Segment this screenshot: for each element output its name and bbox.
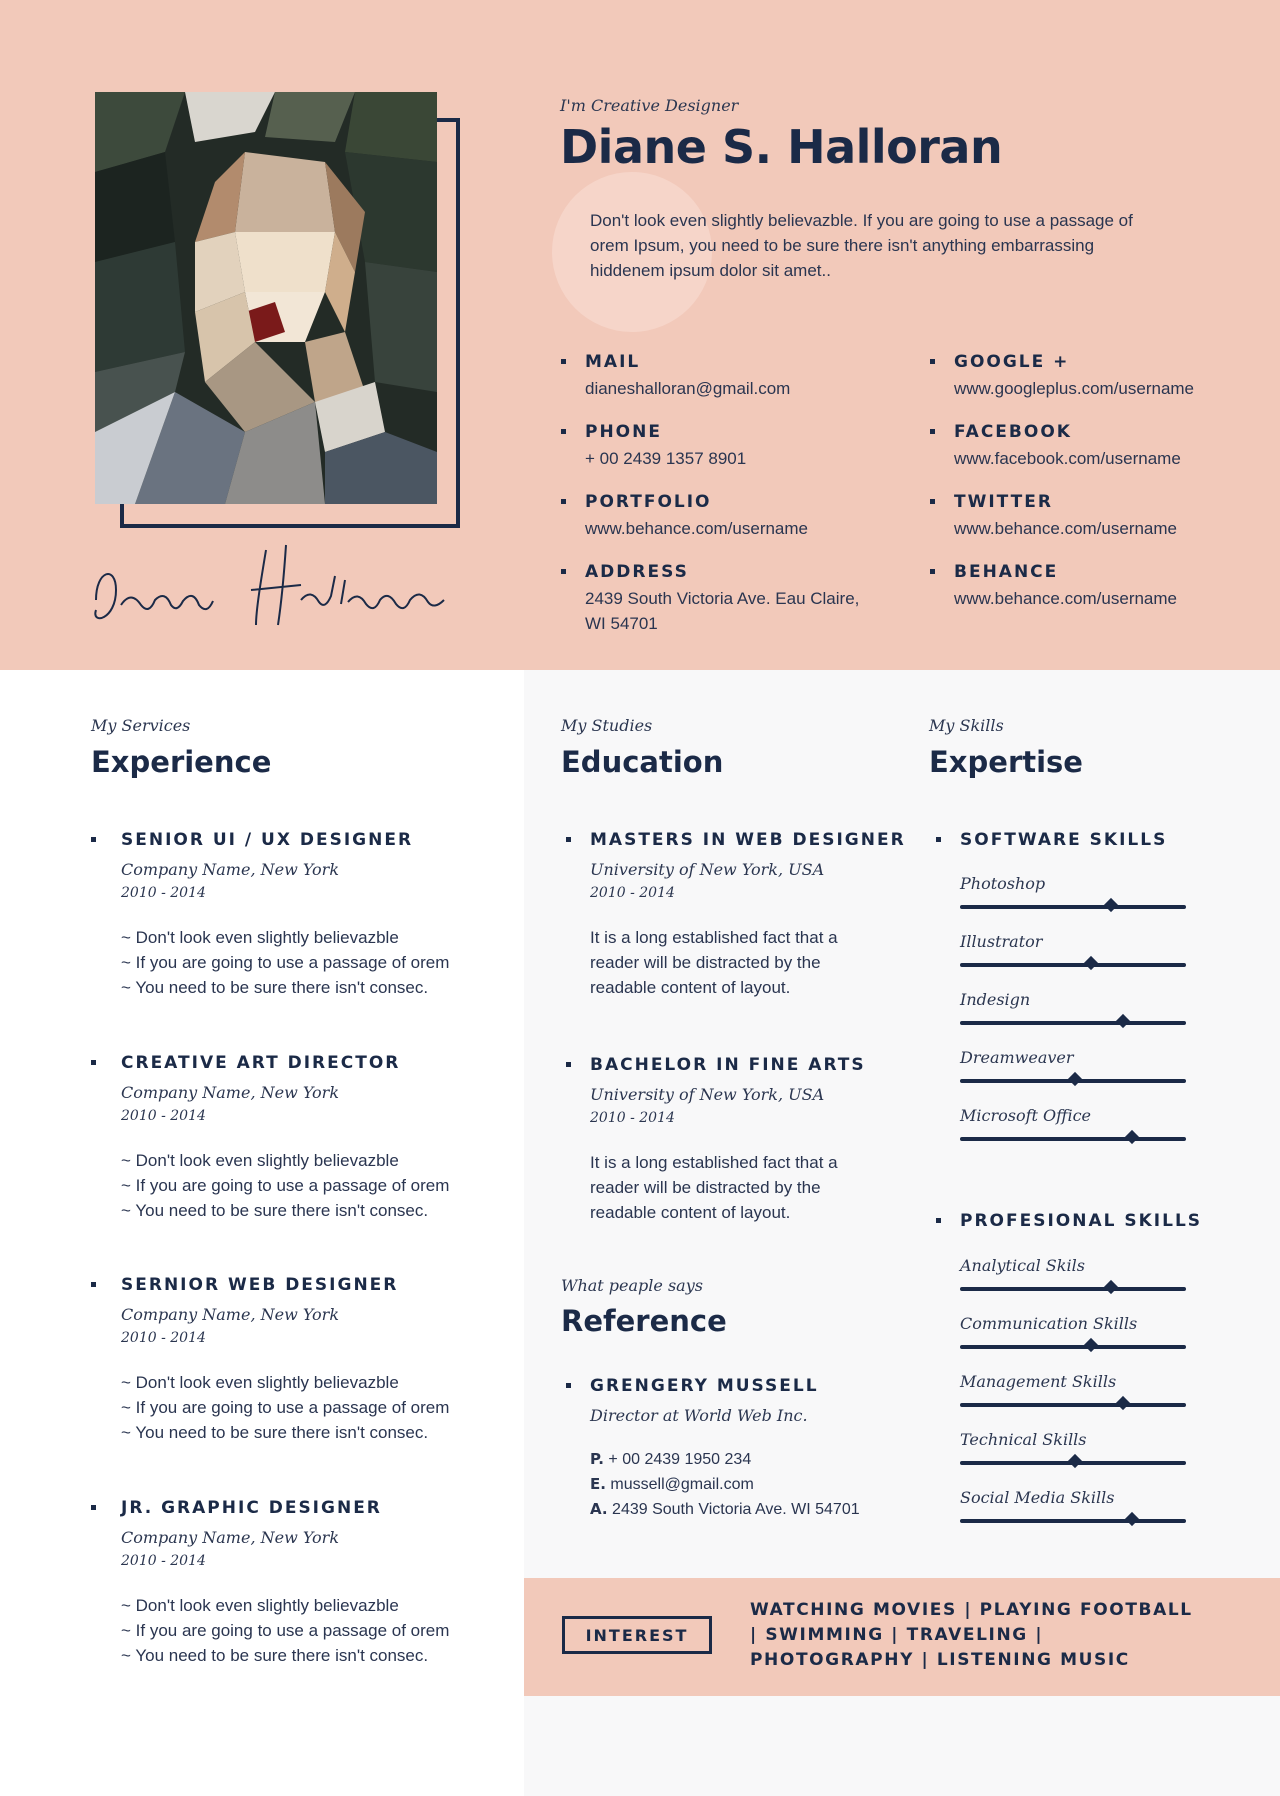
contact-value: 2439 South Victoria Ave. Eau Claire, WI 54701 [585,589,860,633]
bullet-icon [930,359,935,364]
skill-track [960,1287,1186,1291]
contact-label: ADDRESS [585,562,689,582]
contact-label: PHONE [585,422,662,442]
contact-label: MAIL [585,352,641,372]
skill-name: Social Media Skills [960,1488,1115,1507]
education-years: 2010 - 2014 [590,1110,675,1126]
experience-item [121,1275,521,1445]
reference-address-row [590,1497,990,1522]
contact-address [585,562,859,636]
skill-track [960,905,1186,909]
bullet-icon [91,1282,96,1287]
bullet-icon [930,429,935,434]
professional-skills-heading-row [960,1211,1202,1231]
education-degree: MASTERS IN WEB DESIGNER [590,830,906,850]
skill-track [960,1461,1186,1465]
contact-value[interactable]: www.behance.com/username [954,519,1178,538]
education-item [590,1055,950,1225]
reference-title: Reference [561,1304,727,1338]
reference-email-label: E. [590,1475,606,1493]
reference-email[interactable]: mussell@gmail.com [610,1476,754,1493]
reference-position: Director at World Web Inc. [590,1406,808,1425]
software-skills-heading-row [960,830,1167,850]
contact-value[interactable]: www.facebook.com/username [954,449,1181,468]
skill-name: Photoshop [960,874,1046,893]
skill-name: Indesign [960,990,1031,1009]
reference-kicker: What peaple says [561,1276,703,1295]
education-title: Education [561,745,724,779]
interest-button[interactable]: INTEREST [562,1616,712,1654]
bullet-icon [566,1062,571,1067]
skill-bar-microsoft-office [960,1106,1186,1141]
experience-company: Company Name, New York [121,1083,340,1102]
page-title-name: Diane S. Halloran [560,120,1003,174]
contact-phone [585,422,746,471]
experience-years: 2010 - 2014 [121,1108,206,1124]
profile-photo [95,92,437,504]
reference-address-label: A. [590,1500,608,1518]
skill-name: Dreamweaver [960,1048,1074,1067]
reference-phone-label: P. [590,1450,604,1468]
skill-bar-analytical [960,1256,1186,1291]
reference-email-row [590,1472,990,1497]
bullet-icon [930,569,935,574]
experience-company: Company Name, New York [121,1528,340,1547]
contact-label: TWITTER [954,492,1053,512]
contact-value[interactable]: www.behance.com/username [585,519,809,538]
expertise-kicker: My Skills [929,716,1004,735]
contact-label: FACEBOOK [954,422,1072,442]
education-years: 2010 - 2014 [590,885,675,901]
education-kicker: My Studies [561,716,653,735]
skill-bar-dreamweaver [960,1048,1186,1083]
experience-years: 2010 - 2014 [121,885,206,901]
skill-bar-communication [960,1314,1186,1349]
reference-phone[interactable]: + 00 2439 1950 234 [608,1451,752,1468]
experience-role: CREATIVE ART DIRECTOR [121,1053,401,1073]
skill-name: Management Skills [960,1372,1117,1391]
reference-name: GRENGERY MUSSELL [590,1376,819,1396]
education-degree: BACHELOR IN FINE ARTS [590,1055,866,1075]
education-school: University of New York, USA [590,860,825,879]
skill-track [960,1345,1186,1349]
professional-skills-heading: PROFESIONAL SKILLS [960,1211,1203,1231]
experience-desc: ~ Don't look even slightly believazble ~ If you are going to use a passage of orem ~ You need to be sure there isn't consec. [121,1596,450,1665]
experience-company: Company Name, New York [121,1305,340,1324]
experience-role: SENIOR UI / UX DESIGNER [121,830,414,850]
software-skills-heading: SOFTWARE SKILLS [960,830,1168,850]
contact-googleplus [954,352,1194,401]
contact-value[interactable]: www.googleplus.com/username [954,379,1195,398]
experience-role: SERNIOR WEB DESIGNER [121,1275,399,1295]
skill-track [960,1079,1186,1083]
skill-name: Illustrator [960,932,1043,951]
experience-role: JR. GRAPHIC DESIGNER [121,1498,382,1518]
bullet-icon [936,1218,941,1223]
bullet-icon [930,499,935,504]
bullet-icon [561,359,566,364]
experience-company: Company Name, New York [121,860,340,879]
skill-bar-photoshop [960,874,1186,909]
bullet-icon [561,569,566,574]
bullet-icon [91,837,96,842]
education-desc: It is a long established fact that a reader will be distracted by the readable content of layout. [590,928,838,997]
skill-bar-technical [960,1430,1186,1465]
contact-label: PORTFOLIO [585,492,712,512]
skill-name: Technical Skills [960,1430,1087,1449]
education-desc: It is a long established fact that a reader will be distracted by the readable content of layout. [590,1153,838,1222]
experience-item [121,1498,521,1668]
skill-track [960,1519,1186,1523]
skill-name: Communication Skills [960,1314,1138,1333]
experience-item [121,830,521,1000]
skill-bar-indesign [960,990,1186,1025]
contact-portfolio [585,492,808,541]
bullet-icon [566,1383,571,1388]
skill-track [960,1403,1186,1407]
interest-list: WATCHING MOVIES | PLAYING FOOTBALL | SWIMMING | TRAVELING | PHOTOGRAPHY | LISTENING MUSIC [750,1600,1193,1670]
intro-text: Don't look even slightly believazble. If you are going to use a passage of orem Ipsum, you need to be sure there isn't anything embarrassing hiddenem ipsum dolor sit amet.. [590,211,1133,280]
experience-kicker: My Services [91,716,191,735]
contact-label: GOOGLE + [954,352,1070,372]
bullet-icon [561,429,566,434]
bullet-icon [561,499,566,504]
experience-desc: ~ Don't look even slightly believazble ~ If you are going to use a passage of orem ~ You need to be sure there isn't consec. [121,1151,450,1220]
reference-item [590,1376,990,1522]
skill-bar-social-media [960,1488,1186,1523]
signature [86,530,496,640]
contact-label: BEHANCE [954,562,1059,582]
bullet-icon [936,837,941,842]
expertise-title: Expertise [929,745,1083,779]
reference-contact-block [590,1447,990,1522]
experience-desc: ~ Don't look even slightly believazble ~ If you are going to use a passage of orem ~ You need to be sure there isn't consec. [121,1373,450,1442]
skill-name: Microsoft Office [960,1106,1092,1125]
experience-desc: ~ Don't look even slightly believazble ~ If you are going to use a passage of orem ~ You need to be sure there isn't consec. [121,928,450,997]
contact-value[interactable]: dianeshalloran@gmail.com [585,379,791,398]
skill-bar-management [960,1372,1186,1407]
contact-twitter [954,492,1177,541]
contact-value[interactable]: + 00 2439 1357 8901 [585,449,747,468]
contact-value[interactable]: www.behance.com/username [954,589,1178,608]
education-school: University of New York, USA [590,1085,825,1104]
contact-facebook [954,422,1181,471]
header-kicker: I'm Creative Designer [560,96,739,115]
education-item [590,830,950,1000]
skill-track [960,1137,1186,1141]
skill-track [960,963,1186,967]
skill-name: Analytical Skils [960,1256,1085,1275]
bullet-icon [566,837,571,842]
experience-years: 2010 - 2014 [121,1553,206,1569]
experience-item [121,1053,521,1223]
bullet-icon [91,1060,96,1065]
reference-address: 2439 South Victoria Ave. WI 54701 [612,1501,860,1518]
reference-phone-row [590,1447,990,1472]
contact-mail [585,352,790,401]
experience-title: Experience [91,745,272,779]
skill-bar-illustrator [960,932,1186,967]
skill-track [960,1021,1186,1025]
experience-years: 2010 - 2014 [121,1330,206,1346]
pixelated-portrait-image [95,92,437,504]
contact-behance [954,562,1177,611]
bullet-icon [91,1505,96,1510]
